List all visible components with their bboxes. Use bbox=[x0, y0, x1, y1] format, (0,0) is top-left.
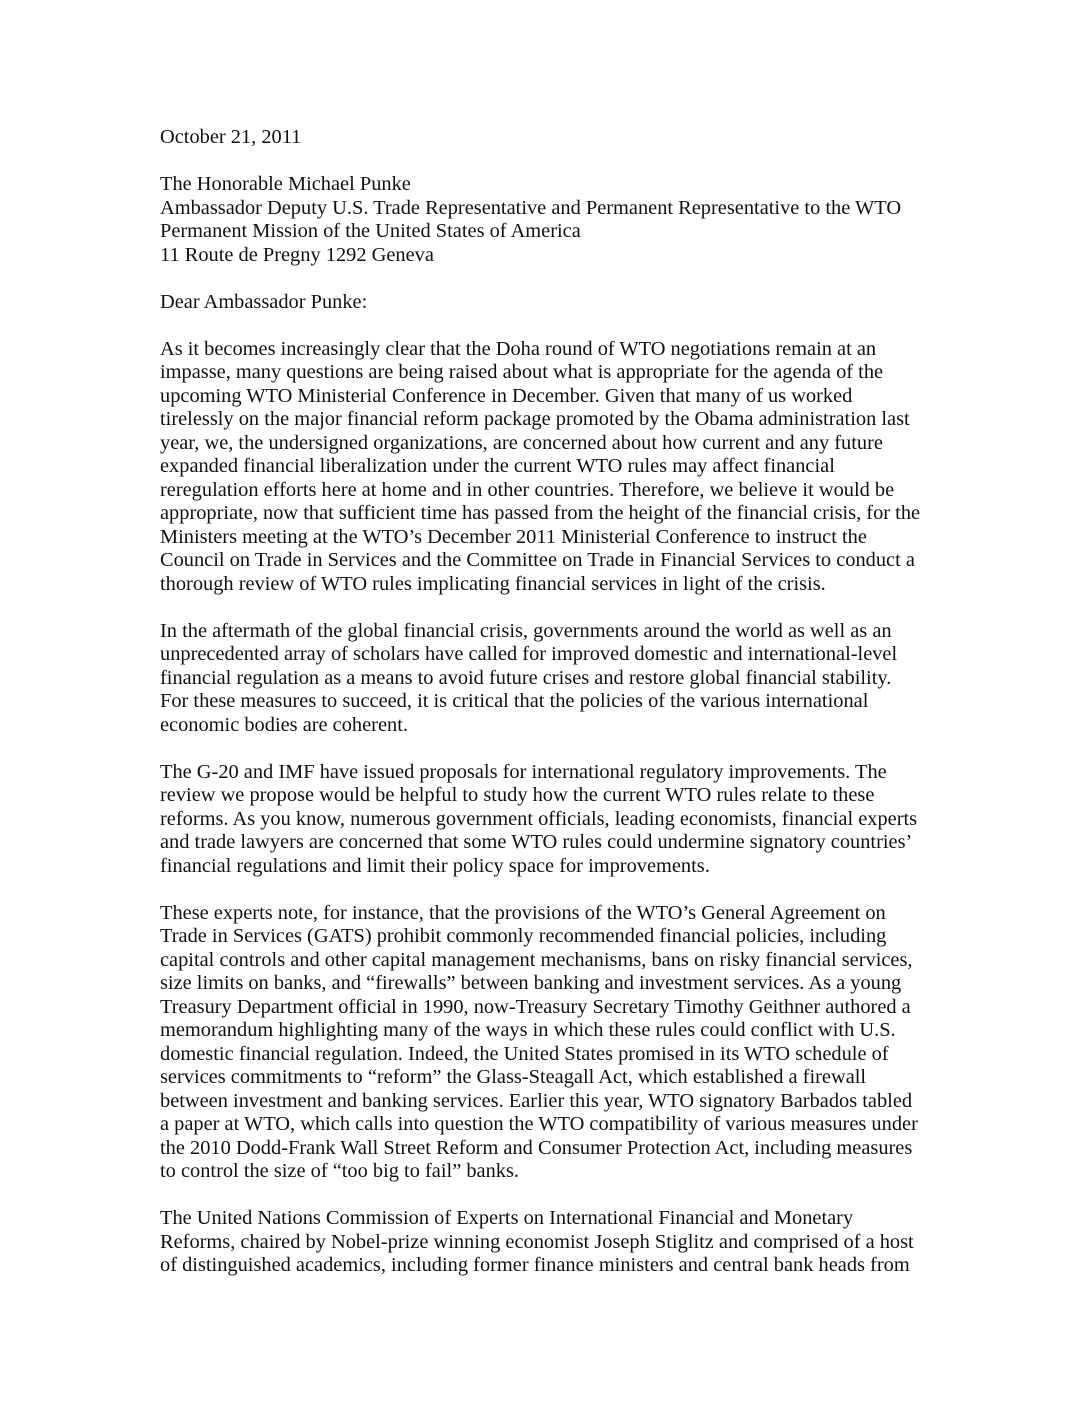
paragraph-line: Treasury Department official in 1990, now-Treasury Secretary Timothy Geithner authored a bbox=[160, 995, 911, 1018]
paragraph-line: expanded financial liberalization under the current WTO rules may affect financial bbox=[160, 455, 835, 477]
paragraph-line: impasse, many questions are being raised about what is appropriate for the agenda of the bbox=[160, 361, 884, 383]
paragraph-line: the 2010 Dodd-Frank Wall Street Reform and Consumer Protection Act, including measures bbox=[160, 1136, 913, 1159]
paragraph-line: unprecedented array of scholars have called for improved domestic and international-level bbox=[160, 643, 898, 665]
paragraph-line: thorough review of WTO rules implicating financial services in light of the crisis. bbox=[160, 572, 826, 595]
recipient-street: 11 Route de Pregny 1292 Geneva bbox=[160, 243, 434, 266]
paragraph-line: Reforms, chaired by Nobel-prize winning economist Joseph Stiglitz and comprised of a host bbox=[160, 1230, 914, 1253]
paragraph-line: appropriate, now that sufficient time has passed from the height of the financial crisis, for the bbox=[160, 502, 921, 524]
paragraph-line: reforms. As you know, numerous government officials, leading economists, financial experts bbox=[160, 807, 918, 830]
letter-body bbox=[160, 126, 936, 1301]
paragraph-line: As it becomes increasingly clear that the Doha round of WTO negotiations remain at an bbox=[160, 337, 877, 360]
paragraph-line: In the aftermath of the global financial crisis, governments around the world as well as an bbox=[160, 619, 892, 642]
paragraph-line: services commitments to “reform” the Glass-Steagall Act, which established a firewall bbox=[160, 1066, 867, 1088]
paragraph-line: of distinguished academics, including former finance ministers and central bank heads from bbox=[160, 1254, 910, 1276]
paragraph-line: reregulation efforts here at home and in other countries. Therefore, we believe it would be bbox=[160, 478, 895, 501]
paragraph-un-commission bbox=[160, 1207, 936, 1278]
paragraph-g20-imf bbox=[160, 761, 936, 879]
paragraph-line: and trade lawyers are concerned that some WTO rules could undermine signatory countries’ bbox=[160, 831, 913, 853]
paragraph-line: Council on Trade in Services and the Committee on Trade in Financial Services to conduct a bbox=[160, 549, 915, 571]
salutation: Dear Ambassador Punke: bbox=[160, 290, 368, 313]
paragraph-line: a paper at WTO, which calls into question the WTO compatibility of various measures under bbox=[160, 1113, 918, 1135]
paragraph-line: capital controls and other capital management mechanisms, bans on risky financial services, bbox=[160, 948, 913, 971]
paragraph-line: financial regulation as a means to avoid future crises and restore global financial stability. bbox=[160, 666, 892, 689]
paragraph-gats-experts bbox=[160, 902, 936, 1184]
paragraph-line: year, we, the undersigned organizations, are concerned about how current and any future bbox=[160, 431, 883, 454]
paragraph-line: financial regulations and limit their policy space for improvements. bbox=[160, 854, 710, 877]
paragraph-line: tirelessly on the major financial reform package promoted by the Obama administration last bbox=[160, 408, 910, 430]
paragraph-line: memorandum highlighting many of the ways in which these rules could conflict with U.S. bbox=[160, 1019, 896, 1041]
paragraph-line: The G-20 and IMF have issued proposals for international regulatory improvements. The bbox=[160, 760, 887, 783]
paragraph-line: upcoming WTO Ministerial Conference in December. Given that many of us worked bbox=[160, 384, 853, 407]
recipient-title: Ambassador Deputy U.S. Trade Representative and Permanent Representative to the WTO bbox=[160, 196, 902, 219]
paragraph-line: The United Nations Commission of Experts on International Financial and Monetary bbox=[160, 1207, 854, 1229]
letter-date: October 21, 2011 bbox=[160, 126, 302, 148]
recipient-organization: Permanent Mission of the United States of America bbox=[160, 220, 581, 242]
paragraph-line: size limits on banks, and “firewalls” between banking and investment services. As a young bbox=[160, 972, 902, 994]
paragraph-line: Trade in Services (GATS) prohibit commonly recommended financial policies, including bbox=[160, 925, 887, 947]
recipient-name: The Honorable Michael Punke bbox=[160, 173, 411, 195]
paragraph-line: review we propose would be helpful to study how the current WTO rules relate to these bbox=[160, 784, 875, 806]
paragraph-financial-crisis bbox=[160, 620, 936, 738]
paragraph-line: between investment and banking services. Earlier this year, WTO signatory Barbados tabled bbox=[160, 1089, 913, 1112]
paragraph-line: For these measures to succeed, it is critical that the policies of the various international bbox=[160, 690, 869, 712]
paragraph-line: domestic financial regulation. Indeed, the United States promised in its WTO schedule of bbox=[160, 1042, 889, 1065]
paragraph-line: Ministers meeting at the WTO’s December 2011 Ministerial Conference to instruct the bbox=[160, 525, 867, 548]
paragraph-doha-review bbox=[160, 338, 936, 597]
paragraph-line: economic bodies are coherent. bbox=[160, 713, 408, 736]
recipient-address bbox=[160, 173, 936, 267]
paragraph-line: to control the size of “too big to fail” banks. bbox=[160, 1160, 520, 1182]
paragraph-line: These experts note, for instance, that the provisions of the WTO’s General Agreement on bbox=[160, 901, 886, 924]
